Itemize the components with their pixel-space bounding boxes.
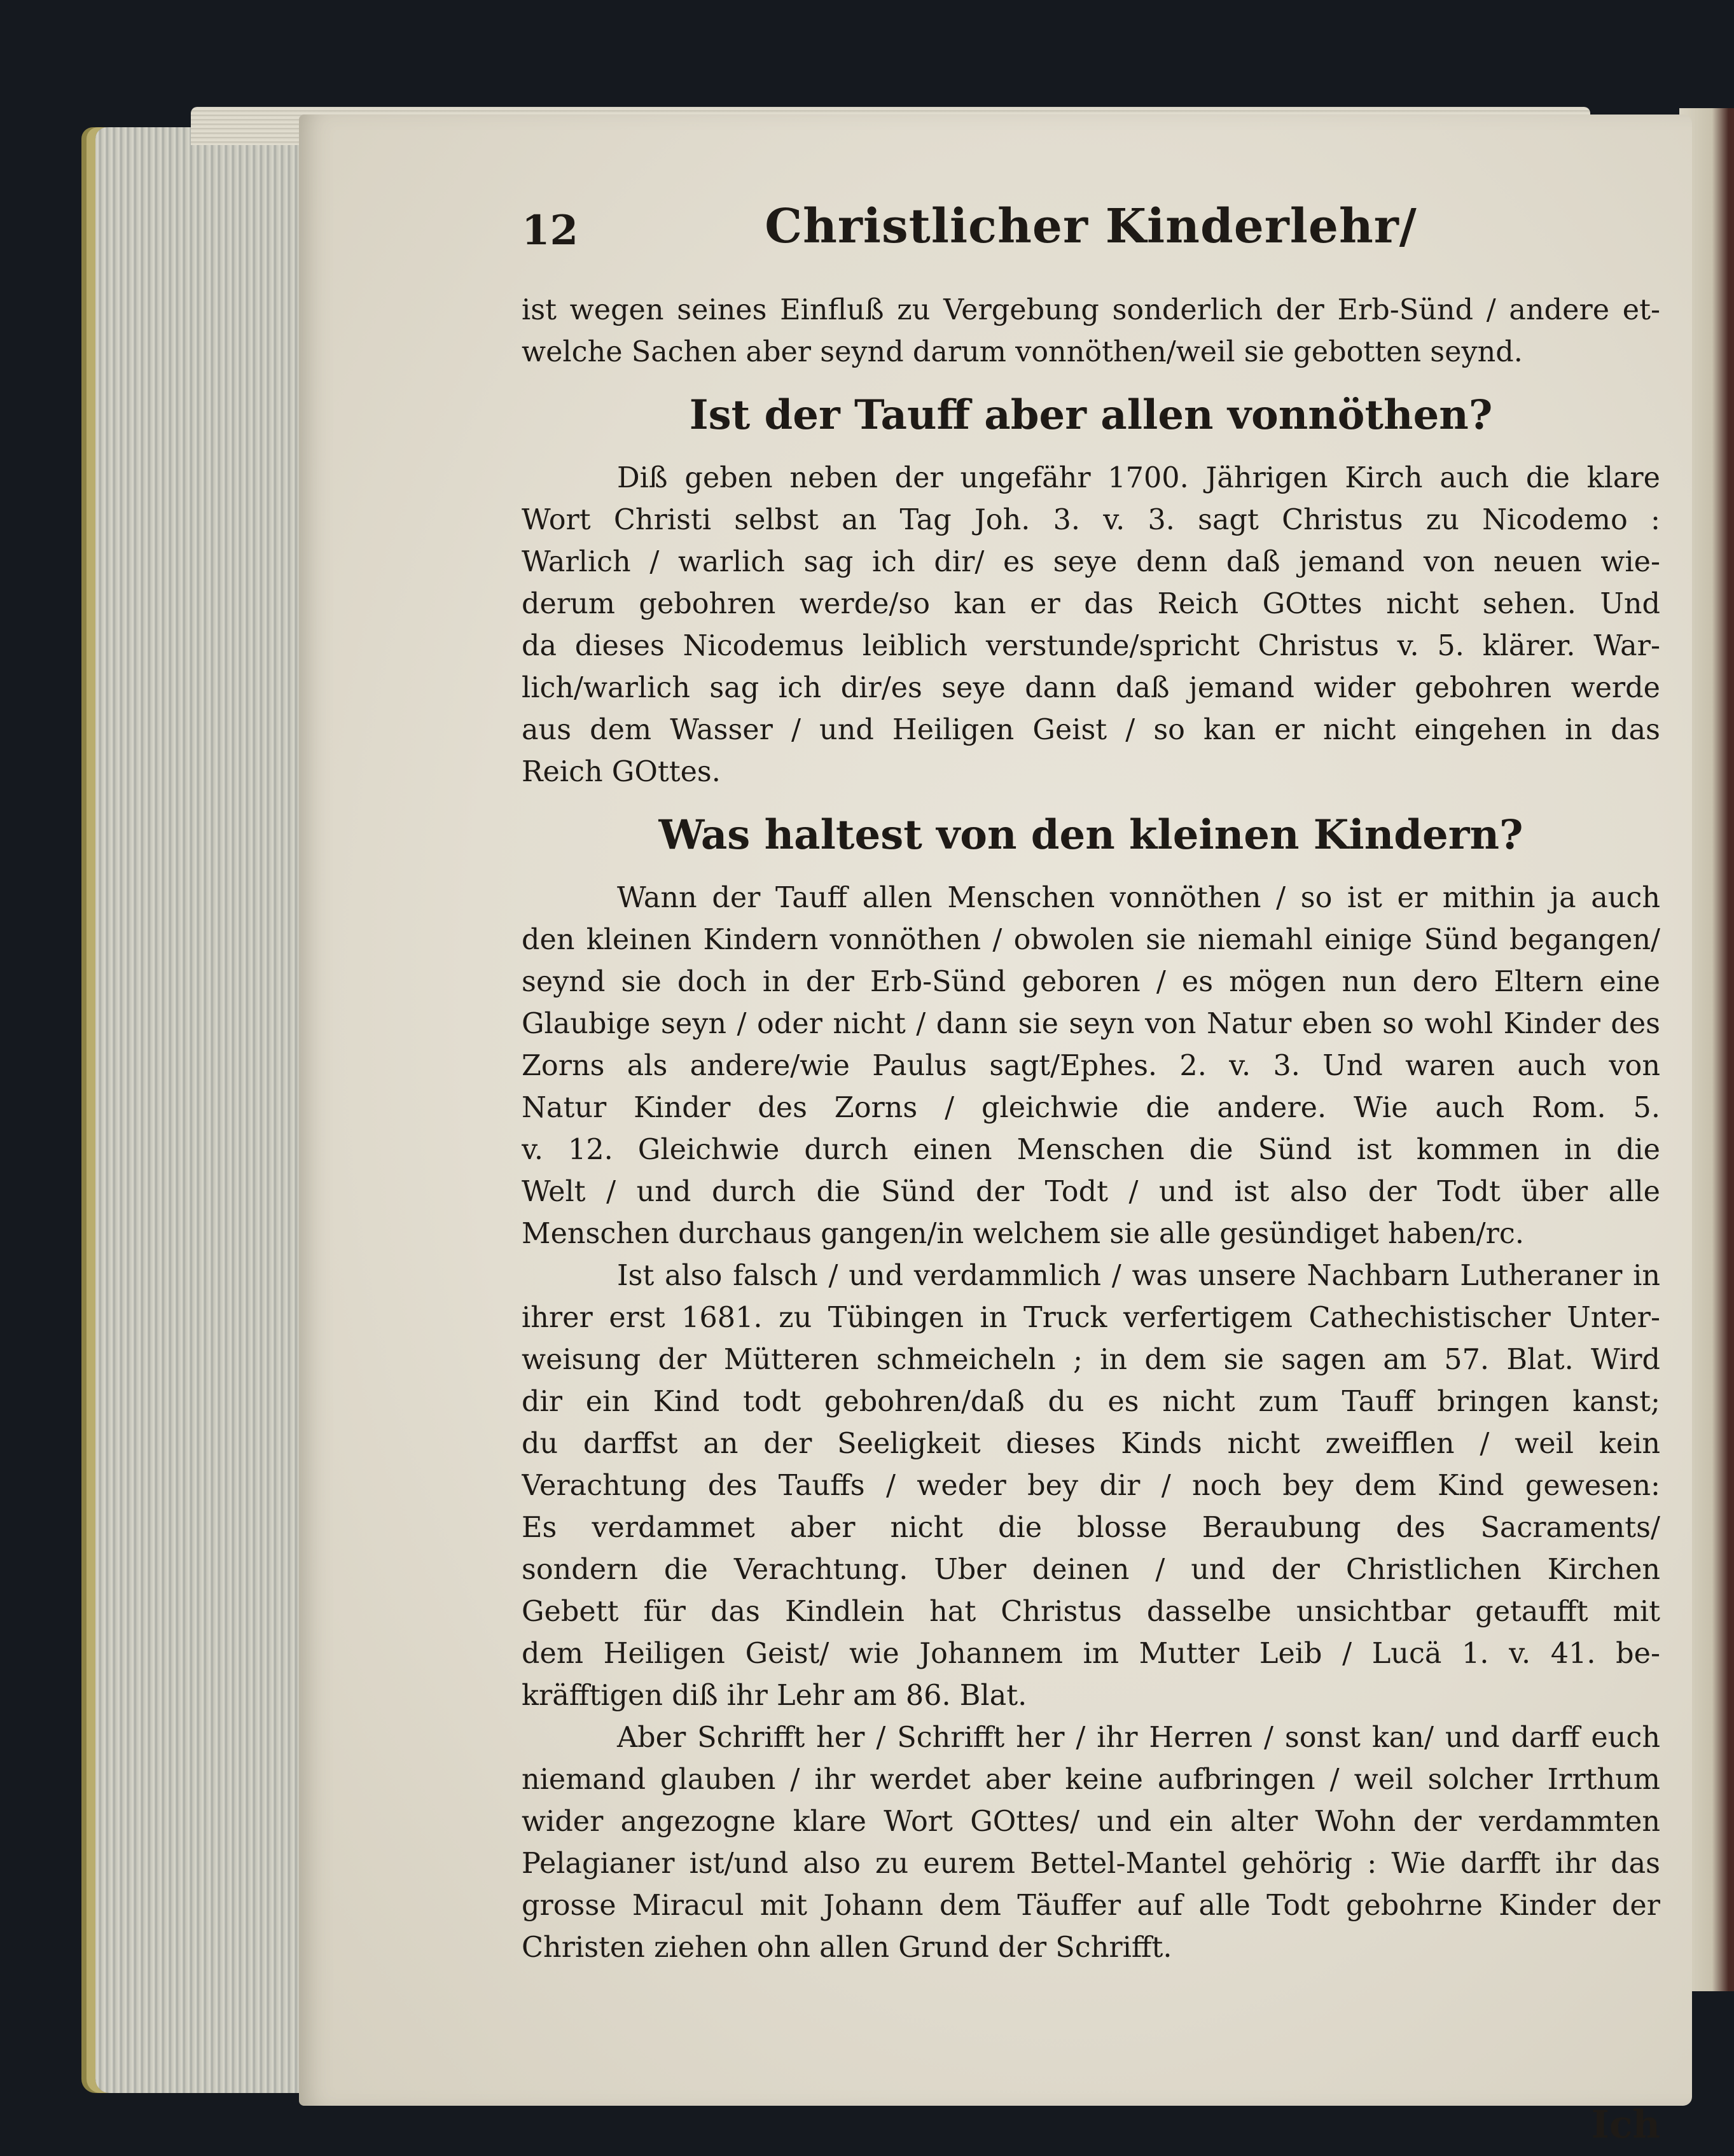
text-line: Welt / und durch die Sünd der Todt / und ist also der Todt über alle [522, 1176, 1660, 1208]
section-heading: Was haltest von den kleinen Kindern? [658, 811, 1523, 859]
text-line: aus dem Wasser / und Heiligen Geist / so kan er nicht eingehen in das [522, 714, 1660, 746]
text-line: seynd sie doch in der Erb-Sünd geboren / es mögen nun dero Eltern eine [522, 966, 1660, 998]
text-line: grosse Miracul mit Johann dem Täuffer auf alle Todt gebohrne Kinder der [522, 1889, 1660, 1922]
text-line: Wort Christi selbst an Tag Joh. 3. v. 3. sagt Christus zu Nicodemo : [522, 504, 1660, 536]
text-line: ist wegen seines Einfluß zu Vergebung sonderlich der Erb-Sünd / andere et- [522, 294, 1660, 326]
text-line: derum gebohren werde/so kan er das Reich GOttes nicht sehen. Und [522, 588, 1660, 620]
text-line: Reich GOttes. [522, 756, 721, 788]
text-line: ihrer erst 1681. zu Tübingen in Truck verfertigem Cathechistischer Unter- [522, 1302, 1660, 1334]
text-line: lich/warlich sag ich dir/es seye dann daß jemand wider gebohren werde [522, 672, 1660, 704]
catchword: Ich [1591, 2103, 1660, 2147]
text-line: Wann der Tauff allen Menschen vonnöthen / so ist er mithin ja auch [617, 882, 1660, 914]
text-line: Diß geben neben der ungefähr 1700. Jährigen Kirch auch die klare [617, 462, 1660, 494]
text-line: Es verdammet aber nicht die blosse Beraubung des Sacraments/ [522, 1512, 1660, 1544]
text-line: da dieses Nicodemus leiblich verstunde/spricht Christus v. 5. klärer. War- [522, 630, 1660, 662]
running-title: Christlicher Kinderlehr/ [765, 199, 1417, 254]
text-line: wider angezogne klare Wort GOttes/ und ein alter Wohn der verdammten [522, 1805, 1660, 1838]
text-line: dir ein Kind todt gebohren/daß du es nicht zum Tauff bringen kanst; [522, 1386, 1660, 1418]
text-line: Pelagianer ist/und also zu eurem Bettel-Mantel gehörig : Wie darfft ihr das [522, 1847, 1660, 1880]
text-line: niemand glauben / ihr werdet aber keine aufbringen / weil solcher Irrthum [522, 1763, 1660, 1796]
text-line: v. 12. Gleichwie durch einen Menschen die Sünd ist kommen in die [522, 1134, 1660, 1166]
text-line: Gebett für das Kindlein hat Christus dasselbe unsichtbar getaufft mit [522, 1596, 1660, 1628]
text-line: Zorns als andere/wie Paulus sagt/Ephes. 2. v. 3. Und waren auch von [522, 1050, 1660, 1082]
text-line: Aber Schrifft her / Schrifft her / ihr Herren / sonst kan/ und darff euch [617, 1721, 1660, 1754]
text-line: welche Sachen aber seynd darum vonnöthen/weil sie gebotten seynd. [522, 336, 1523, 368]
text-line: Warlich / warlich sag ich dir/ es seye denn daß jemand von neuen wie- [522, 546, 1660, 578]
text-line: sondern die Verachtung. Uber deinen / und der Christlichen Kirchen [522, 1554, 1660, 1586]
section-heading: Ist der Tauff aber allen vonnöthen? [689, 391, 1493, 439]
stacked-page-edges [95, 127, 305, 2093]
text-line: du darffst an der Seeligkeit dieses Kinds nicht zweifflen / weil kein [522, 1428, 1660, 1460]
text-line: kräfftigen diß ihr Lehr am 86. Blat. [522, 1680, 1027, 1712]
text-line: Christen ziehen ohn allen Grund der Schrifft. [522, 1931, 1172, 1964]
text-line: weisung der Mütteren schmeicheln ; in dem sie sagen am 57. Blat. Wird [522, 1344, 1660, 1376]
page-number: 12 [522, 207, 579, 254]
text-line: den kleinen Kindern vonnöthen / obwolen sie niemahl einige Sünd begangen/ [522, 924, 1660, 956]
text-line: Glaubige seyn / oder nicht / dann sie seyn von Natur eben so wohl Kinder des [522, 1008, 1660, 1040]
catchword-area [522, 0, 1660, 2156]
text-line: Ist also falsch / und verdammlich / was unsere Nachbarn Lutheraner in [617, 1260, 1660, 1292]
text-line: Verachtung des Tauffs / weder bey dir / noch bey dem Kind gewesen: [522, 1470, 1660, 1502]
text-line: Natur Kinder des Zorns / gleichwie die andere. Wie auch Rom. 5. [522, 1092, 1660, 1124]
text-line: Menschen durchaus gangen/in welchem sie alle gesündiget haben/rc. [522, 1218, 1524, 1250]
text-line: dem Heiligen Geist/ wie Johannem im Mutter Leib / Lucä 1. v. 41. be- [522, 1638, 1660, 1670]
